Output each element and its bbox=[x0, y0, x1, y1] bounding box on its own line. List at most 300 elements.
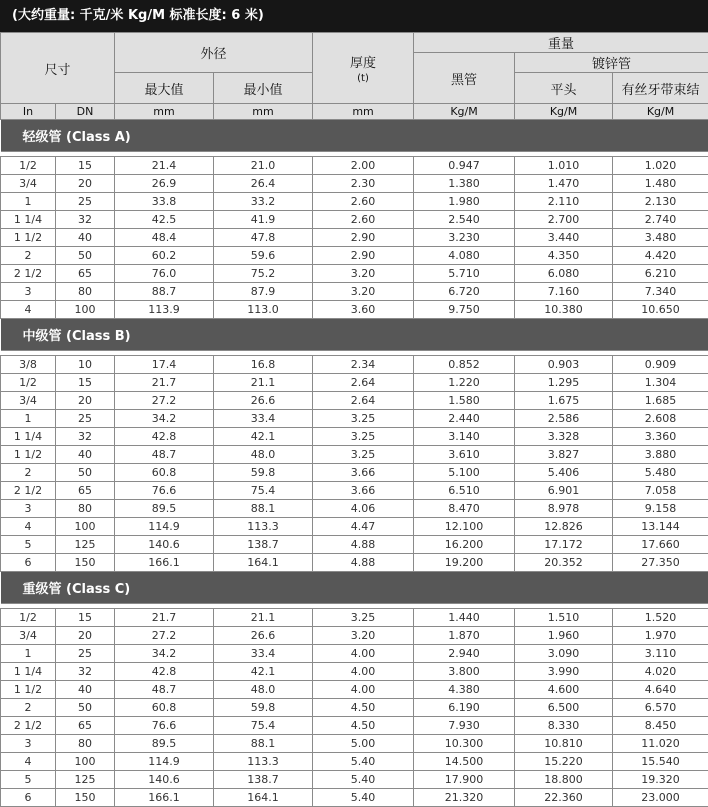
unit-cell: mm bbox=[214, 104, 313, 120]
table-cell: 3.440 bbox=[515, 229, 613, 247]
table-row bbox=[1, 283, 708, 301]
table-cell: 3/4 bbox=[1, 175, 56, 193]
table-row bbox=[1, 681, 708, 699]
table-cell: 4.600 bbox=[515, 681, 613, 699]
table-cell: 48.7 bbox=[115, 681, 214, 699]
table-cell: 2.440 bbox=[414, 410, 515, 428]
table-cell: 3/8 bbox=[1, 356, 56, 374]
table-cell: 1.675 bbox=[515, 392, 613, 410]
table-cell: 1 1/4 bbox=[1, 663, 56, 681]
table-cell: 2 1/2 bbox=[1, 717, 56, 735]
table-cell: 1.304 bbox=[613, 374, 708, 392]
unit-cell: DN bbox=[56, 104, 115, 120]
table-cell: 150 bbox=[56, 554, 115, 572]
table-cell: 3.20 bbox=[313, 283, 414, 301]
table-cell: 2.64 bbox=[313, 374, 414, 392]
table-cell: 8.330 bbox=[515, 717, 613, 735]
table-cell: 3.480 bbox=[613, 229, 708, 247]
table-cell: 5 bbox=[1, 771, 56, 789]
table-cell: 1.580 bbox=[414, 392, 515, 410]
table-cell: 1/2 bbox=[1, 157, 56, 175]
table-cell: 7.160 bbox=[515, 283, 613, 301]
table-cell: 1.480 bbox=[613, 175, 708, 193]
table-cell: 3.110 bbox=[613, 645, 708, 663]
header-min: 最小值 bbox=[214, 73, 313, 104]
table-cell: 1.510 bbox=[515, 609, 613, 627]
section-header-row bbox=[1, 319, 708, 351]
table-body bbox=[1, 120, 708, 807]
table-cell: 4.47 bbox=[313, 518, 414, 536]
table-cell: 17.660 bbox=[613, 536, 708, 554]
table-cell: 3.25 bbox=[313, 410, 414, 428]
table-cell: 50 bbox=[56, 247, 115, 265]
table-cell: 26.9 bbox=[115, 175, 214, 193]
table-cell: 4.88 bbox=[313, 554, 414, 572]
table-cell: 20 bbox=[56, 627, 115, 645]
table-cell: 42.8 bbox=[115, 663, 214, 681]
table-cell: 88.7 bbox=[115, 283, 214, 301]
table-cell: 10.380 bbox=[515, 301, 613, 319]
table-cell: 3.090 bbox=[515, 645, 613, 663]
table-cell: 9.158 bbox=[613, 500, 708, 518]
table-cell: 2.64 bbox=[313, 392, 414, 410]
table-cell: 5.40 bbox=[313, 753, 414, 771]
table-cell: 25 bbox=[56, 410, 115, 428]
table-row bbox=[1, 175, 708, 193]
table-cell: 6.500 bbox=[515, 699, 613, 717]
table-cell: 32 bbox=[56, 428, 115, 446]
unit-cell: Kg/M bbox=[414, 104, 515, 120]
table-row bbox=[1, 482, 708, 500]
header-thickness bbox=[313, 33, 414, 104]
table-cell: 1.440 bbox=[414, 609, 515, 627]
table-cell: 10.300 bbox=[414, 735, 515, 753]
table-cell: 48.7 bbox=[115, 446, 214, 464]
table-cell: 3.20 bbox=[313, 265, 414, 283]
table-cell: 42.5 bbox=[115, 211, 214, 229]
table-cell: 65 bbox=[56, 717, 115, 735]
table-cell: 1.220 bbox=[414, 374, 515, 392]
table-cell: 5 bbox=[1, 536, 56, 554]
section-header-row bbox=[1, 120, 708, 152]
table-cell: 16.200 bbox=[414, 536, 515, 554]
table-cell: 2 1/2 bbox=[1, 265, 56, 283]
table-cell: 4.00 bbox=[313, 681, 414, 699]
table-cell: 3 bbox=[1, 283, 56, 301]
table-cell: 25 bbox=[56, 193, 115, 211]
table-cell: 41.9 bbox=[214, 211, 313, 229]
table-cell: 1 bbox=[1, 410, 56, 428]
table-cell: 100 bbox=[56, 753, 115, 771]
unit-cell: mm bbox=[115, 104, 214, 120]
table-cell: 18.800 bbox=[515, 771, 613, 789]
table-cell: 0.903 bbox=[515, 356, 613, 374]
table-cell: 65 bbox=[56, 482, 115, 500]
table-cell: 1 1/2 bbox=[1, 446, 56, 464]
table-cell: 34.2 bbox=[115, 645, 214, 663]
table-cell: 21.320 bbox=[414, 789, 515, 807]
table-row bbox=[1, 699, 708, 717]
table-cell: 32 bbox=[56, 663, 115, 681]
table-cell: 4.640 bbox=[613, 681, 708, 699]
table-cell: 60.8 bbox=[115, 699, 214, 717]
table-cell: 4.50 bbox=[313, 699, 414, 717]
table-cell: 8.470 bbox=[414, 500, 515, 518]
table-cell: 75.4 bbox=[214, 717, 313, 735]
table-row bbox=[1, 446, 708, 464]
table-row bbox=[1, 554, 708, 572]
table-cell: 3.66 bbox=[313, 482, 414, 500]
table-cell: 4 bbox=[1, 301, 56, 319]
table-cell: 15.220 bbox=[515, 753, 613, 771]
header-thickness-unit: (t) bbox=[313, 73, 413, 84]
table-cell: 1 1/2 bbox=[1, 229, 56, 247]
table-cell: 1 bbox=[1, 193, 56, 211]
table-cell: 27.2 bbox=[115, 392, 214, 410]
table-row bbox=[1, 392, 708, 410]
table-cell: 2.00 bbox=[313, 157, 414, 175]
table-cell: 3 bbox=[1, 735, 56, 753]
table-cell: 6.080 bbox=[515, 265, 613, 283]
table-cell: 87.9 bbox=[214, 283, 313, 301]
table-cell: 3/4 bbox=[1, 627, 56, 645]
table-cell: 5.40 bbox=[313, 771, 414, 789]
table-row bbox=[1, 518, 708, 536]
table-row bbox=[1, 410, 708, 428]
header-size: 尺寸 bbox=[1, 33, 115, 104]
table-cell: 1.010 bbox=[515, 157, 613, 175]
table-row bbox=[1, 500, 708, 518]
table-cell: 19.200 bbox=[414, 554, 515, 572]
table-cell: 20 bbox=[56, 392, 115, 410]
table-cell: 164.1 bbox=[214, 789, 313, 807]
table-cell: 42.1 bbox=[214, 428, 313, 446]
table-cell: 12.100 bbox=[414, 518, 515, 536]
table-cell: 21.7 bbox=[115, 374, 214, 392]
table-cell: 12.826 bbox=[515, 518, 613, 536]
table-cell: 3.328 bbox=[515, 428, 613, 446]
table-cell: 5.40 bbox=[313, 789, 414, 807]
table-cell: 4.00 bbox=[313, 645, 414, 663]
table-cell: 3.230 bbox=[414, 229, 515, 247]
table-cell: 1.980 bbox=[414, 193, 515, 211]
header-threaded: 有丝牙带束结 bbox=[613, 73, 708, 104]
table-cell: 47.8 bbox=[214, 229, 313, 247]
table-cell: 138.7 bbox=[214, 771, 313, 789]
table-cell: 23.000 bbox=[613, 789, 708, 807]
table-cell: 2.130 bbox=[613, 193, 708, 211]
table-cell: 113.0 bbox=[214, 301, 313, 319]
table-cell: 50 bbox=[56, 699, 115, 717]
table-cell: 26.4 bbox=[214, 175, 313, 193]
table-cell: 11.020 bbox=[613, 735, 708, 753]
table-cell: 4.88 bbox=[313, 536, 414, 554]
table-cell: 1.970 bbox=[613, 627, 708, 645]
table-cell: 7.340 bbox=[613, 283, 708, 301]
table-cell: 17.900 bbox=[414, 771, 515, 789]
table-cell: 3.800 bbox=[414, 663, 515, 681]
table-cell: 3.990 bbox=[515, 663, 613, 681]
table-cell: 2 bbox=[1, 464, 56, 482]
table-row bbox=[1, 464, 708, 482]
table-cell: 4.50 bbox=[313, 717, 414, 735]
table-cell: 1.685 bbox=[613, 392, 708, 410]
table-cell: 3.25 bbox=[313, 446, 414, 464]
unit-cell: mm bbox=[313, 104, 414, 120]
table-cell: 42.8 bbox=[115, 428, 214, 446]
table-cell: 7.930 bbox=[414, 717, 515, 735]
table-cell: 65 bbox=[56, 265, 115, 283]
table-cell: 50 bbox=[56, 464, 115, 482]
table-cell: 88.1 bbox=[214, 500, 313, 518]
table-cell: 5.406 bbox=[515, 464, 613, 482]
table-cell: 4.080 bbox=[414, 247, 515, 265]
table-cell: 22.360 bbox=[515, 789, 613, 807]
table-cell: 59.6 bbox=[214, 247, 313, 265]
table-cell: 6.190 bbox=[414, 699, 515, 717]
table-cell: 59.8 bbox=[214, 699, 313, 717]
table-row bbox=[1, 356, 708, 374]
table-row bbox=[1, 229, 708, 247]
table-cell: 15 bbox=[56, 374, 115, 392]
table-cell: 21.7 bbox=[115, 609, 214, 627]
table-row bbox=[1, 301, 708, 319]
table-cell: 1.020 bbox=[613, 157, 708, 175]
table-cell: 4.06 bbox=[313, 500, 414, 518]
table-row bbox=[1, 265, 708, 283]
table-cell: 4 bbox=[1, 518, 56, 536]
table-cell: 7.058 bbox=[613, 482, 708, 500]
table-cell: 15 bbox=[56, 609, 115, 627]
table-cell: 10.810 bbox=[515, 735, 613, 753]
table-row bbox=[1, 735, 708, 753]
table-cell: 3.827 bbox=[515, 446, 613, 464]
table-cell: 8.978 bbox=[515, 500, 613, 518]
table-cell: 2.30 bbox=[313, 175, 414, 193]
table-cell: 40 bbox=[56, 681, 115, 699]
table-cell: 2.34 bbox=[313, 356, 414, 374]
table-cell: 2.90 bbox=[313, 247, 414, 265]
table-cell: 3.140 bbox=[414, 428, 515, 446]
section-header-row bbox=[1, 572, 708, 604]
header-outer-diameter: 外径 bbox=[115, 33, 313, 73]
table-cell: 21.1 bbox=[214, 374, 313, 392]
table-cell: 10 bbox=[56, 356, 115, 374]
table-cell: 75.2 bbox=[214, 265, 313, 283]
table-cell: 1 1/4 bbox=[1, 211, 56, 229]
table-cell: 33.8 bbox=[115, 193, 214, 211]
table-cell: 100 bbox=[56, 518, 115, 536]
unit-cell: Kg/M bbox=[613, 104, 708, 120]
table-cell: 21.0 bbox=[214, 157, 313, 175]
header-weight: 重量 bbox=[414, 33, 708, 53]
table-cell: 166.1 bbox=[115, 554, 214, 572]
table-cell: 113.3 bbox=[214, 518, 313, 536]
table-cell: 27.350 bbox=[613, 554, 708, 572]
table-row bbox=[1, 428, 708, 446]
table-cell: 1/2 bbox=[1, 374, 56, 392]
table-cell: 5.480 bbox=[613, 464, 708, 482]
table-row bbox=[1, 211, 708, 229]
table-cell: 76.6 bbox=[115, 482, 214, 500]
table-cell: 138.7 bbox=[214, 536, 313, 554]
table-cell: 19.320 bbox=[613, 771, 708, 789]
header-thickness-label: 厚度 bbox=[350, 56, 376, 71]
table-cell: 1 1/4 bbox=[1, 428, 56, 446]
table-cell: 16.8 bbox=[214, 356, 313, 374]
table-cell: 5.710 bbox=[414, 265, 515, 283]
table-cell: 20.352 bbox=[515, 554, 613, 572]
table-cell: 3.60 bbox=[313, 301, 414, 319]
table-cell: 6.720 bbox=[414, 283, 515, 301]
table-cell: 33.2 bbox=[214, 193, 313, 211]
table-cell: 125 bbox=[56, 536, 115, 554]
table-cell: 27.2 bbox=[115, 627, 214, 645]
table-cell: 5.00 bbox=[313, 735, 414, 753]
table-cell: 6.901 bbox=[515, 482, 613, 500]
table-cell: 5.100 bbox=[414, 464, 515, 482]
table-cell: 33.4 bbox=[214, 645, 313, 663]
table-cell: 2.608 bbox=[613, 410, 708, 428]
table-cell: 113.3 bbox=[214, 753, 313, 771]
table-cell: 21.4 bbox=[115, 157, 214, 175]
table-cell: 76.6 bbox=[115, 717, 214, 735]
header-black-pipe: 黑管 bbox=[414, 53, 515, 104]
table-row bbox=[1, 247, 708, 265]
table-cell: 15 bbox=[56, 157, 115, 175]
table-cell: 25 bbox=[56, 645, 115, 663]
table-cell: 88.1 bbox=[214, 735, 313, 753]
table-cell: 1.870 bbox=[414, 627, 515, 645]
table-cell: 1/2 bbox=[1, 609, 56, 627]
table-cell: 2.586 bbox=[515, 410, 613, 428]
table-cell: 164.1 bbox=[214, 554, 313, 572]
table-row bbox=[1, 771, 708, 789]
table-cell: 2.740 bbox=[613, 211, 708, 229]
table-row bbox=[1, 627, 708, 645]
table-cell: 60.2 bbox=[115, 247, 214, 265]
table-cell: 4.020 bbox=[613, 663, 708, 681]
table-cell: 8.450 bbox=[613, 717, 708, 735]
table-cell: 2 bbox=[1, 699, 56, 717]
table-cell: 0.947 bbox=[414, 157, 515, 175]
table-cell: 26.6 bbox=[214, 392, 313, 410]
header-max: 最大值 bbox=[115, 73, 214, 104]
table-cell: 140.6 bbox=[115, 536, 214, 554]
table-cell: 48.0 bbox=[214, 681, 313, 699]
table-cell: 0.909 bbox=[613, 356, 708, 374]
table-cell: 48.4 bbox=[115, 229, 214, 247]
table-row bbox=[1, 717, 708, 735]
table-row bbox=[1, 193, 708, 211]
table-cell: 3/4 bbox=[1, 392, 56, 410]
unit-cell: Kg/M bbox=[515, 104, 613, 120]
table-cell: 2.110 bbox=[515, 193, 613, 211]
units-row bbox=[1, 104, 708, 120]
table-cell: 60.8 bbox=[115, 464, 214, 482]
header-galvanized: 镀锌管 bbox=[515, 53, 708, 73]
table-cell: 40 bbox=[56, 229, 115, 247]
table-cell: 89.5 bbox=[115, 735, 214, 753]
table-cell: 9.750 bbox=[414, 301, 515, 319]
table-cell: 20 bbox=[56, 175, 115, 193]
table-cell: 1.960 bbox=[515, 627, 613, 645]
table-cell: 6.510 bbox=[414, 482, 515, 500]
table-cell: 113.9 bbox=[115, 301, 214, 319]
table-cell: 14.500 bbox=[414, 753, 515, 771]
table-cell: 1 1/2 bbox=[1, 681, 56, 699]
table-cell: 114.9 bbox=[115, 753, 214, 771]
pipe-weight-table bbox=[0, 32, 708, 807]
table-cell: 3.360 bbox=[613, 428, 708, 446]
table-cell: 2.940 bbox=[414, 645, 515, 663]
table-row bbox=[1, 663, 708, 681]
table-cell: 2 bbox=[1, 247, 56, 265]
header-plain-end: 平头 bbox=[515, 73, 613, 104]
table-cell: 89.5 bbox=[115, 500, 214, 518]
table-cell: 21.1 bbox=[214, 609, 313, 627]
table-cell: 3.66 bbox=[313, 464, 414, 482]
table-cell: 3.880 bbox=[613, 446, 708, 464]
table-cell: 2.90 bbox=[313, 229, 414, 247]
table-cell: 4.420 bbox=[613, 247, 708, 265]
table-cell: 100 bbox=[56, 301, 115, 319]
table-cell: 75.4 bbox=[214, 482, 313, 500]
table-cell: 3 bbox=[1, 500, 56, 518]
table-cell: 34.2 bbox=[115, 410, 214, 428]
table-cell: 4.350 bbox=[515, 247, 613, 265]
table-cell: 40 bbox=[56, 446, 115, 464]
table-caption: (大约重量: 千克/米 Kg/M 标准长度: 6 米) bbox=[0, 0, 708, 32]
table-cell: 59.8 bbox=[214, 464, 313, 482]
table-cell: 4.380 bbox=[414, 681, 515, 699]
table-cell: 2.60 bbox=[313, 193, 414, 211]
section-title: 轻级管 (Class A) bbox=[1, 120, 708, 152]
table-cell: 6.210 bbox=[613, 265, 708, 283]
table-cell: 140.6 bbox=[115, 771, 214, 789]
table-cell: 80 bbox=[56, 500, 115, 518]
table-row bbox=[1, 609, 708, 627]
table-cell: 42.1 bbox=[214, 663, 313, 681]
table-cell: 4.00 bbox=[313, 663, 414, 681]
table-header bbox=[1, 33, 708, 120]
table-cell: 13.144 bbox=[613, 518, 708, 536]
table-row bbox=[1, 753, 708, 771]
table-cell: 2.700 bbox=[515, 211, 613, 229]
table-cell: 6 bbox=[1, 554, 56, 572]
table-cell: 76.0 bbox=[115, 265, 214, 283]
table-row bbox=[1, 645, 708, 663]
table-cell: 3.25 bbox=[313, 609, 414, 627]
table-row bbox=[1, 157, 708, 175]
table-cell: 166.1 bbox=[115, 789, 214, 807]
table-cell: 125 bbox=[56, 771, 115, 789]
table-cell: 4 bbox=[1, 753, 56, 771]
unit-cell: In bbox=[1, 104, 56, 120]
table-cell: 3.25 bbox=[313, 428, 414, 446]
table-cell: 2.540 bbox=[414, 211, 515, 229]
table-cell: 48.0 bbox=[214, 446, 313, 464]
table-cell: 3.610 bbox=[414, 446, 515, 464]
table-cell: 6.570 bbox=[613, 699, 708, 717]
section-title: 中级管 (Class B) bbox=[1, 319, 708, 351]
table-cell: 3.20 bbox=[313, 627, 414, 645]
table-cell: 26.6 bbox=[214, 627, 313, 645]
table-cell: 2 1/2 bbox=[1, 482, 56, 500]
table-cell: 1.295 bbox=[515, 374, 613, 392]
table-cell: 17.4 bbox=[115, 356, 214, 374]
table-cell: 17.172 bbox=[515, 536, 613, 554]
